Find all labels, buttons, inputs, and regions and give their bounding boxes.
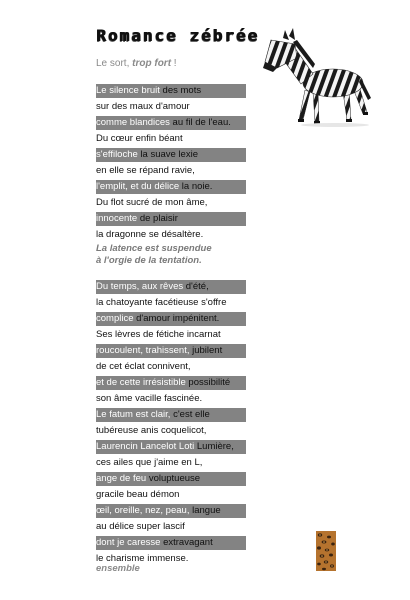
poem-title: Romance zébrée xyxy=(96,26,259,45)
line-text: possibilité xyxy=(185,377,231,388)
line-text: Lumière, xyxy=(194,441,234,452)
line-text: c'est elle xyxy=(170,409,210,420)
highlighted-text: Laurencin Lancelot Loti xyxy=(96,441,195,452)
highlighted-text: et de cette irrésistible xyxy=(96,377,186,388)
quote-line-2: à l'orgie de la tentation. xyxy=(96,255,202,266)
line-text: la suave lexie xyxy=(137,149,198,160)
line-text: la chatoyante facétieuse s'offre xyxy=(96,297,227,308)
poem-line xyxy=(96,84,246,98)
line-text: d'amour impénitent. xyxy=(133,313,220,324)
line-text: d'été, xyxy=(183,281,209,292)
line-text: Du cœur enfin béant xyxy=(96,133,183,144)
line-text: Du flot sucré de mon âme, xyxy=(96,197,208,208)
line-text: son âme vacille fascinée. xyxy=(96,393,203,404)
line-text: voluptueuse xyxy=(146,473,201,484)
poem-line xyxy=(96,148,246,162)
poem-line xyxy=(96,504,246,518)
line-text: de plaisir xyxy=(137,213,178,224)
highlighted-text: comme blandices xyxy=(96,117,170,128)
stanza-1 xyxy=(96,83,246,243)
highlighted-text: Le fatum est clair, xyxy=(96,409,171,420)
highlighted-text: Le silence bruit xyxy=(96,85,160,96)
line-text: Ses lèvres de fétiche incarnat xyxy=(96,329,221,340)
line-text: gracile beau démon xyxy=(96,489,180,500)
poem-line xyxy=(96,131,246,147)
subtitle-emphasis: trop fort xyxy=(132,58,172,69)
line-text: le charisme immense. xyxy=(96,553,189,564)
highlighted-text: complice xyxy=(96,313,134,324)
poem-line xyxy=(96,116,246,130)
line-text: ces ailes que j'aime en L, xyxy=(96,457,203,468)
poem-line xyxy=(96,312,246,326)
poem-line xyxy=(96,212,246,226)
line-text: tubéreuse anis coquelicot, xyxy=(96,425,207,436)
quote xyxy=(96,243,212,267)
line-text: la dragonne se désaltère. xyxy=(96,229,204,240)
poem-line xyxy=(96,280,246,294)
line-text: jubilent xyxy=(189,345,223,356)
leopard-swatch-image xyxy=(316,531,336,571)
line-text: langue xyxy=(189,505,221,516)
stanza-2 xyxy=(96,279,246,567)
highlighted-text: innocente xyxy=(96,213,138,224)
highlighted-text: œil, oreille, nez, peau, xyxy=(96,505,190,516)
line-text: au délice super lascif xyxy=(96,521,185,532)
subtitle-suffix: ! xyxy=(171,58,177,69)
poem-line xyxy=(96,455,246,471)
line-text: de cet éclat connivent, xyxy=(96,361,191,372)
poem-line xyxy=(96,472,246,486)
poem-line xyxy=(96,487,246,503)
line-text: des mots xyxy=(159,85,202,96)
poem-line xyxy=(96,359,246,375)
highlighted-text: roucoulent, trahissent, xyxy=(96,345,190,356)
poem-line xyxy=(96,440,246,454)
subtitle-prefix: Le sort, xyxy=(96,58,133,69)
highlighted-text: ange de feu xyxy=(96,473,147,484)
poem-line xyxy=(96,423,246,439)
highlighted-text: dont je caresse xyxy=(96,537,161,548)
poem-line xyxy=(96,344,246,358)
poem-line xyxy=(96,536,246,550)
footer-text: ensemble xyxy=(96,563,140,574)
line-text: sur des maux d'amour xyxy=(96,101,190,112)
poem-line xyxy=(96,327,246,343)
zebra-image xyxy=(255,28,375,128)
line-text: la noie. xyxy=(179,181,213,192)
poem-line xyxy=(96,99,246,115)
poem-line xyxy=(96,195,246,211)
poem-line xyxy=(96,180,246,194)
poem-line xyxy=(96,519,246,535)
highlighted-text: Du temps, aux rêves xyxy=(96,281,184,292)
line-text: au fil de l'eau. xyxy=(169,117,231,128)
quote-line-1: La latence est suspendue xyxy=(96,243,212,254)
poem-line xyxy=(96,408,246,422)
line-text: en elle se répand ravie, xyxy=(96,165,195,176)
poem-line xyxy=(96,163,246,179)
highlighted-text: l'emplit, et du délice xyxy=(96,181,180,192)
poem-line xyxy=(96,376,246,390)
poem-subtitle xyxy=(96,58,177,69)
poem-line xyxy=(96,227,246,243)
highlighted-text: s'effiloche xyxy=(96,149,138,160)
line-text: extravagant xyxy=(160,537,213,548)
poem-line xyxy=(96,391,246,407)
poem-line xyxy=(96,295,246,311)
